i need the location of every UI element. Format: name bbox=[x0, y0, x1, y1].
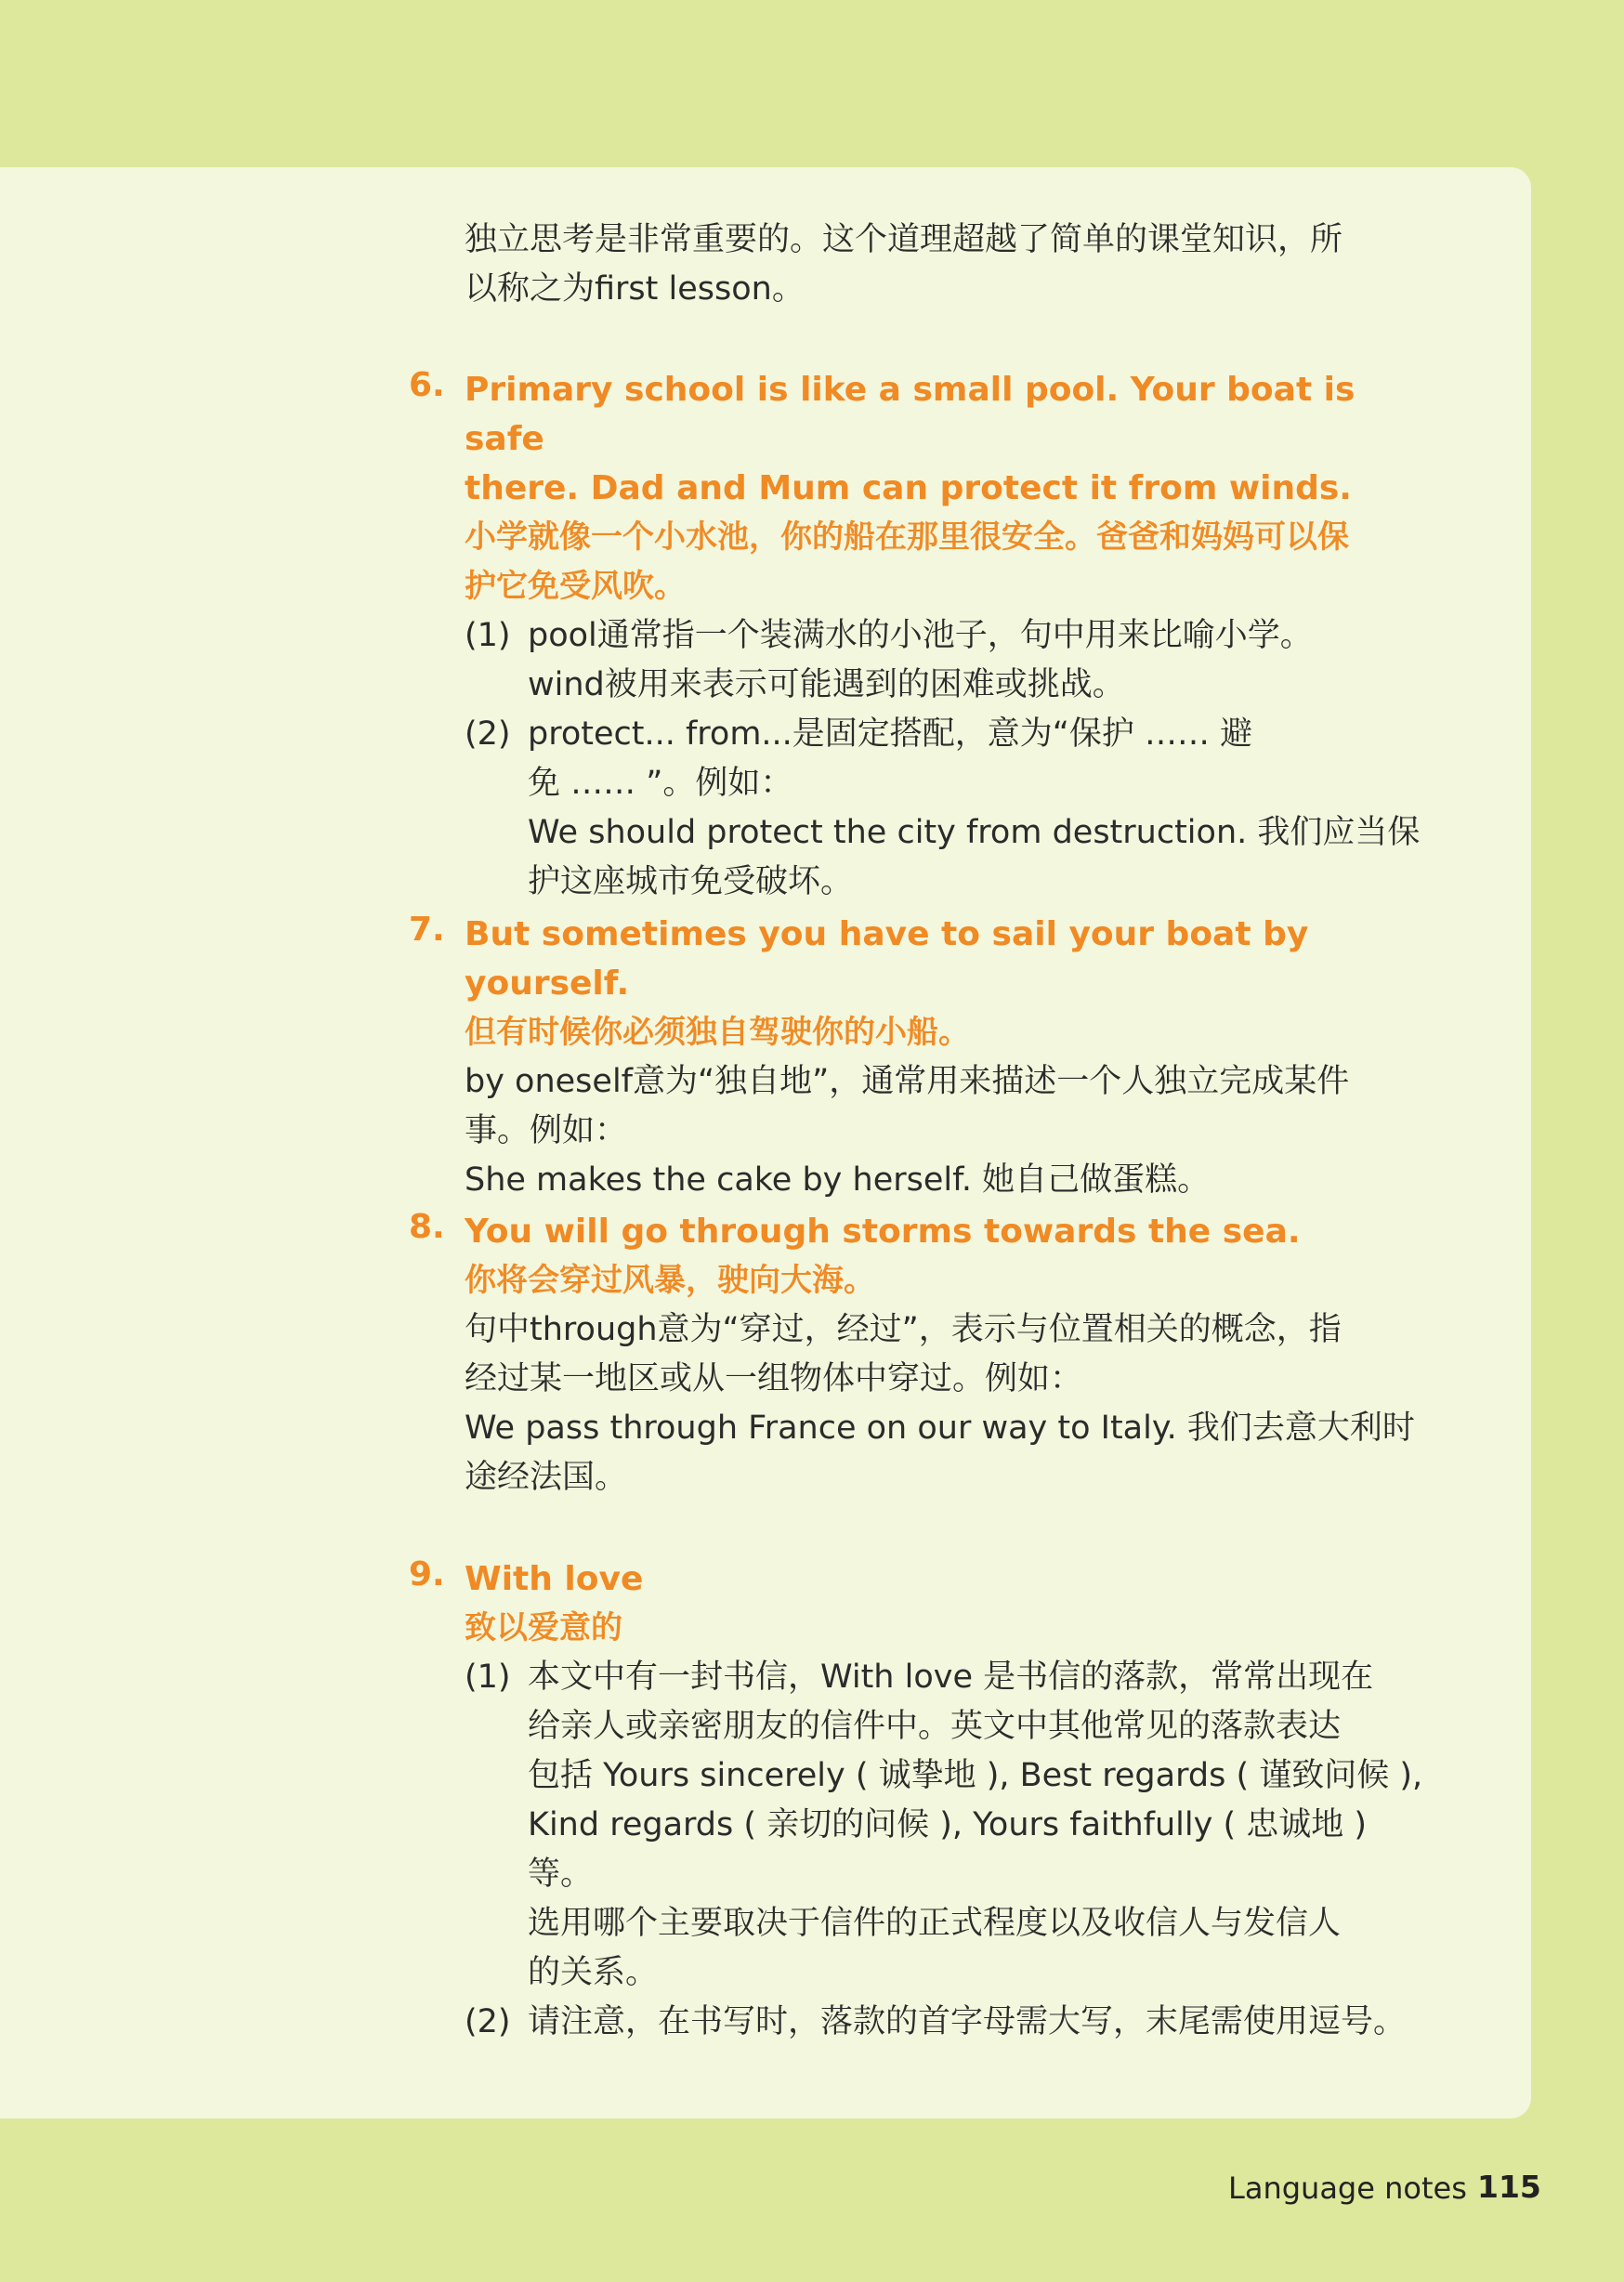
note-body-line: 句中through意为“穿过，经过”，表示与位置相关的概念，指 bbox=[465, 1311, 1342, 1348]
note-body-line: 事。例如： bbox=[465, 1112, 628, 1149]
note-heading-zh: 但有时候你必须独自驾驶你的小船。 bbox=[465, 1014, 970, 1051]
note-heading-en: there. Dad and Mum can protect it from winds. bbox=[465, 469, 1352, 507]
item-line: 请注意，在书写时，落款的首字母需大写，末尾需使用逗号。 bbox=[528, 2003, 1407, 2040]
item-line: 本文中有一封书信，With love 是书信的落款，常常出现在 bbox=[528, 1659, 1374, 1696]
note-body-line: We pass through France on our way to Italy. 我们去意大利时 bbox=[465, 1410, 1415, 1447]
item-marker: (2) bbox=[465, 715, 511, 753]
note-body-line: 途经法国。 bbox=[465, 1459, 628, 1496]
note-body-line: She makes the cake by herself. 她自己做蛋糕。 bbox=[465, 1161, 1211, 1199]
note-6 bbox=[465, 365, 1431, 907]
page-number: 115 bbox=[1477, 2169, 1541, 2205]
note-7 bbox=[465, 910, 1431, 1205]
intro-paragraph bbox=[465, 216, 1431, 314]
note-8 bbox=[465, 1207, 1431, 1502]
note-heading-zh: 你将会穿过风暴，驶向大海。 bbox=[465, 1262, 875, 1299]
item-line: 包括 Yours sincerely ( 诚挚地 ), Best regards ( 谨致问候 ), bbox=[528, 1757, 1423, 1794]
note-number: 9. bbox=[409, 1555, 445, 1593]
note-heading-zh: 致以爱意的 bbox=[465, 1609, 622, 1646]
item-line: 护这座城市免受破坏。 bbox=[528, 863, 854, 900]
sub-item bbox=[465, 611, 1431, 710]
item-marker: (2) bbox=[465, 2003, 511, 2040]
intro-line: 独立思考是非常重要的。这个道理超越了简单的课堂知识，所 bbox=[465, 221, 1343, 258]
footer-section-label: Language notes bbox=[1228, 2171, 1467, 2206]
note-body-line: 经过某一地区或从一组物体中穿过。例如： bbox=[465, 1360, 1083, 1397]
intro-line: 以称之为first lesson。 bbox=[465, 270, 805, 308]
sub-item bbox=[465, 710, 1431, 907]
item-line: pool通常指一个装满水的小池子，句中用来比喻小学。 bbox=[528, 617, 1313, 654]
note-heading-en: But sometimes you have to sail your boat by yourself. bbox=[465, 915, 1309, 1003]
note-body-line: by oneself意为“独自地”，通常用来描述一个人独立完成某件 bbox=[465, 1063, 1350, 1100]
sub-item bbox=[465, 1653, 1431, 1998]
item-line: wind被用来表示可能遇到的困难或挑战。 bbox=[528, 666, 1125, 703]
item-line: 免 …… ”。例如： bbox=[528, 765, 793, 802]
item-line: protect... from...是固定搭配，意为“保护 …… 避 bbox=[528, 715, 1253, 753]
note-heading-zh: 小学就像一个小水池，你的船在那里很安全。爸爸和妈妈可以保 bbox=[465, 518, 1349, 556]
item-marker: (1) bbox=[465, 617, 511, 654]
item-line: 给亲人或亲密朋友的信件中。英文中其他常见的落款表达 bbox=[528, 1708, 1342, 1745]
note-9 bbox=[465, 1554, 1431, 2047]
note-heading-en: Primary school is like a small pool. Your boat is safe bbox=[465, 371, 1356, 458]
note-heading-en: You will go through storms towards the sea. bbox=[465, 1213, 1301, 1251]
item-line: 选用哪个主要取决于信件的正式程度以及收信人与发信人 bbox=[528, 1905, 1342, 1942]
item-line: Kind regards ( 亲切的问候 ), Yours faithfully ( 忠诚地 ) 等。 bbox=[528, 1806, 1368, 1893]
note-heading-zh: 护它免受风吹。 bbox=[465, 568, 686, 605]
note-number: 8. bbox=[409, 1208, 445, 1246]
note-number: 6. bbox=[409, 366, 445, 404]
item-line: 的关系。 bbox=[528, 1954, 659, 1991]
item-line: We should protect the city from destruction. 我们应当保 bbox=[528, 814, 1421, 851]
item-marker: (1) bbox=[465, 1659, 511, 1696]
sub-item bbox=[465, 1998, 1431, 2047]
note-heading-en: With love bbox=[465, 1560, 644, 1598]
note-number: 7. bbox=[409, 911, 445, 949]
